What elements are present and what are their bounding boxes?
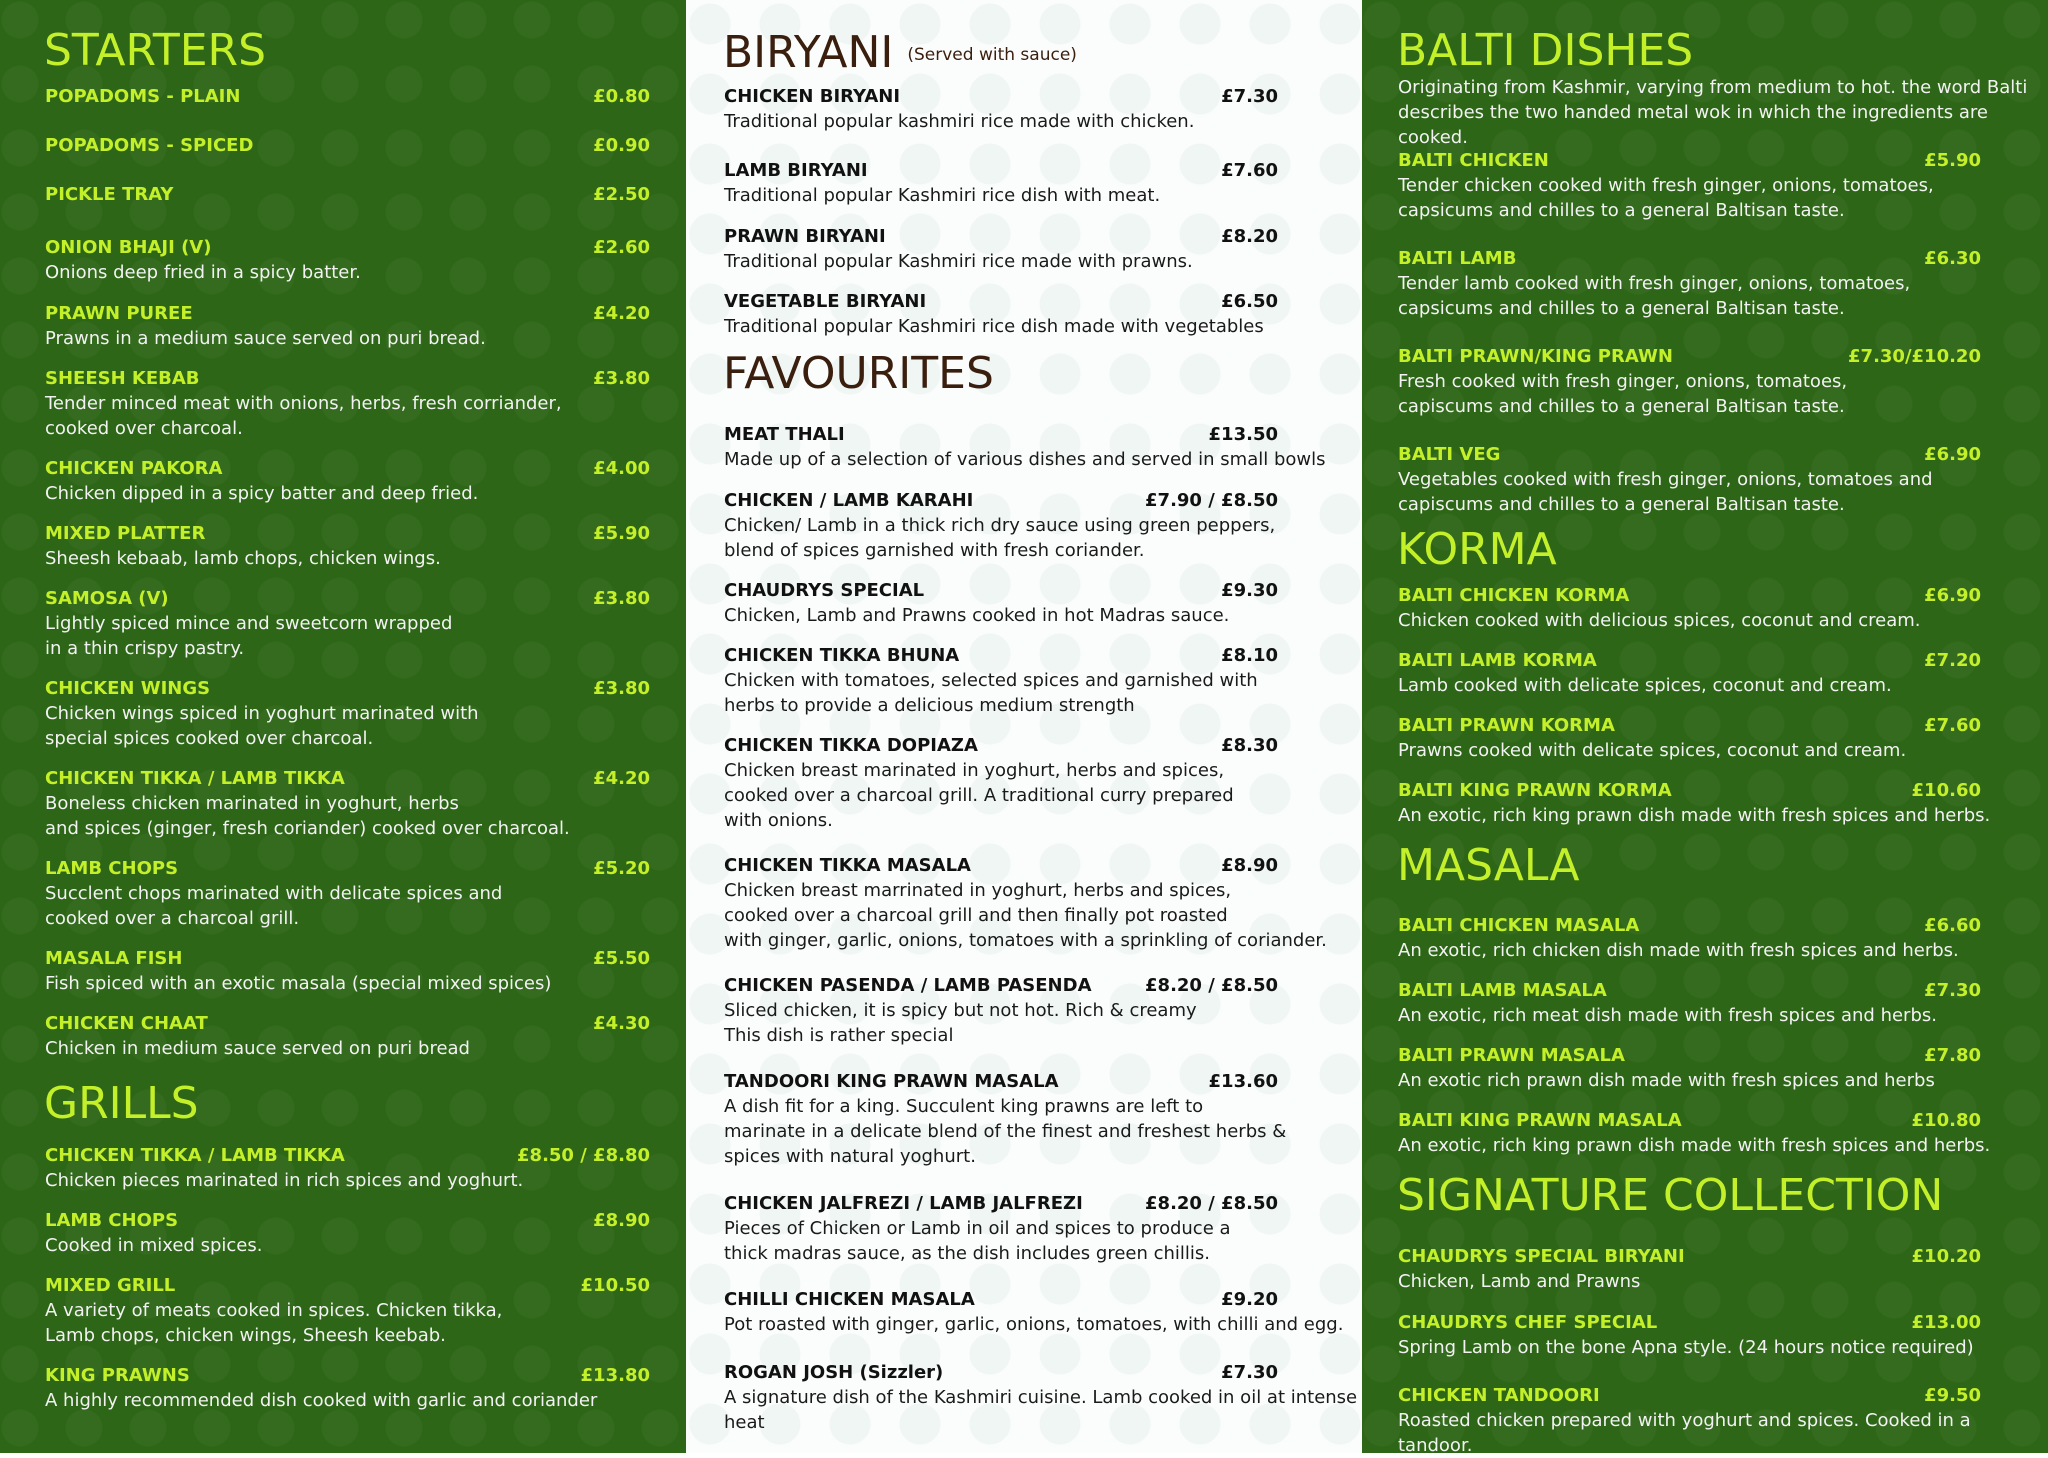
menu-item bbox=[45, 586, 650, 661]
item-price: £9.20 bbox=[1221, 1289, 1278, 1310]
item-description: An exotic, rich king prawn dish made with fresh spices and herbs. bbox=[1398, 805, 1991, 826]
menu-item bbox=[45, 676, 650, 751]
item-description: A signature dish of the Kashmiri cuisine. Lamb cooked in oil at intense heat bbox=[724, 1387, 1358, 1433]
menu-item bbox=[724, 578, 1364, 628]
item-description: An exotic, rich meat dish made with fresh spices and herbs. bbox=[1398, 1005, 1937, 1026]
item-description: Traditional popular Kashmiri rice dish made with vegetables bbox=[724, 316, 1264, 337]
item-description: Made up of a selection of various dishes and served in small bowls bbox=[724, 449, 1326, 470]
menu-item bbox=[45, 133, 650, 158]
item-name: CHICKEN PAKORA bbox=[45, 458, 223, 479]
item-price: £8.90 bbox=[1221, 855, 1278, 876]
item-description: Fish spiced with an exotic masala (special mixed spices) bbox=[45, 973, 552, 994]
item-price: £5.90 bbox=[1924, 150, 1981, 171]
item-name: PICKLE TRAY bbox=[45, 184, 174, 205]
korma-heading: KORMA bbox=[1397, 524, 1557, 575]
menu-item bbox=[724, 289, 1364, 339]
menu-item bbox=[724, 84, 1364, 134]
menu-item bbox=[1398, 713, 2028, 763]
item-description: Roasted chicken prepared with yoghurt and spices. Cooked in a tandoor. bbox=[1398, 1410, 1971, 1456]
item-price: £0.80 bbox=[593, 86, 650, 107]
item-name: BALTI LAMB MASALA bbox=[1398, 980, 1607, 1001]
item-name: MASALA FISH bbox=[45, 948, 183, 969]
item-price: £13.60 bbox=[1208, 1071, 1278, 1092]
item-name: BALTI CHICKEN bbox=[1398, 150, 1549, 171]
item-name: BALTI PRAWN KORMA bbox=[1398, 715, 1615, 736]
biryani-subheading: (Served with sauce) bbox=[907, 45, 1077, 65]
item-price: £3.80 bbox=[593, 588, 650, 609]
item-price: £6.50 bbox=[1221, 291, 1278, 312]
left-panel bbox=[0, 0, 686, 1453]
item-name: CHILLI CHICKEN MASALA bbox=[724, 1289, 975, 1310]
menu-item bbox=[724, 853, 1364, 953]
item-name: CHICKEN TIKKA BHUNA bbox=[724, 645, 960, 666]
item-description: A highly recommended dish cooked with garlic and coriander bbox=[45, 1390, 598, 1411]
item-name: BALTI PRAWN MASALA bbox=[1398, 1045, 1625, 1066]
item-name: CHAUDRYS SPECIAL BIRYANI bbox=[1398, 1246, 1685, 1267]
item-name: BALTI KING PRAWN KORMA bbox=[1398, 780, 1672, 801]
item-description: Lightly spiced mince and sweetcorn wrapped in a thin crispy pastry. bbox=[45, 613, 453, 659]
menu-item bbox=[1398, 442, 2028, 517]
item-name: CHICKEN BIRYANI bbox=[724, 86, 901, 107]
item-description: A variety of meats cooked in spices. Chicken tikka, Lamb chops, chicken wings, Sheesh keebab. bbox=[45, 1300, 503, 1346]
grills-heading: GRILLS bbox=[44, 1078, 199, 1129]
item-name: BALTI KING PRAWN MASALA bbox=[1398, 1110, 1682, 1131]
menu-item bbox=[1398, 246, 2028, 321]
menu-item bbox=[724, 643, 1364, 718]
menu-item bbox=[1398, 778, 2028, 828]
item-price: £0.90 bbox=[593, 135, 650, 156]
item-name: BALTI CHICKEN KORMA bbox=[1398, 585, 1630, 606]
item-price: £2.50 bbox=[593, 184, 650, 205]
menu-item bbox=[1398, 648, 2028, 698]
item-description: Traditional popular Kashmiri rice dish with meat. bbox=[724, 185, 1161, 206]
item-description: Chicken dipped in a spicy batter and deep fried. bbox=[45, 483, 479, 504]
menu-item bbox=[1398, 583, 2028, 633]
item-name: CHICKEN WINGS bbox=[45, 678, 211, 699]
favourites-heading: FAVOURITES bbox=[723, 348, 994, 399]
item-price: £8.20 / £8.50 bbox=[1145, 975, 1278, 996]
item-name: MEAT THALI bbox=[724, 424, 845, 445]
item-price: £4.20 bbox=[593, 303, 650, 324]
menu-item bbox=[724, 488, 1364, 563]
item-description: Chicken breast marrinated in yoghurt, herbs and spices, cooked over a charcoal grill and then finally pot roasted with ginger, garlic, onions, tomatoes with a sprinkling of coriander. bbox=[724, 880, 1327, 951]
item-description: A dish fit for a king. Succulent king prawns are left to marinate in a delicate blend of the finest and freshest herbs & spices with natural yoghurt. bbox=[724, 1096, 1287, 1167]
menu-item bbox=[1398, 978, 2028, 1028]
item-description: Tender chicken cooked with fresh ginger, onions, tomatoes, capsicums and chilles to a general Baltisan taste. bbox=[1398, 175, 1934, 221]
menu-item bbox=[45, 1273, 650, 1348]
item-name: LAMB BIRYANI bbox=[724, 160, 868, 181]
menu-item bbox=[45, 1011, 650, 1061]
item-description: Chicken breast marinated in yoghurt, herbs and spices, cooked over a charcoal grill. A traditional curry prepared with onions. bbox=[724, 760, 1234, 831]
menu-item bbox=[45, 235, 650, 285]
item-price: £13.50 bbox=[1208, 424, 1278, 445]
item-description: An exotic rich prawn dish made with fresh spices and herbs bbox=[1398, 1070, 1935, 1091]
menu-item bbox=[45, 456, 650, 506]
item-price: £6.90 bbox=[1924, 585, 1981, 606]
item-name: BALTI PRAWN/KING PRAWN bbox=[1398, 346, 1673, 367]
item-name: CHICKEN / LAMB KARAHI bbox=[724, 490, 974, 511]
menu-item bbox=[1398, 1043, 2028, 1093]
menu-item bbox=[1398, 344, 2028, 419]
middle-panel bbox=[686, 0, 1362, 1453]
item-description: Onions deep fried in a spicy batter. bbox=[45, 262, 361, 283]
menu-item bbox=[45, 182, 650, 207]
item-name: CHICKEN CHAAT bbox=[45, 1013, 208, 1034]
item-description: Chicken, Lamb and Prawns bbox=[1398, 1271, 1641, 1292]
item-name: MIXED GRILL bbox=[45, 1275, 176, 1296]
menu-item bbox=[724, 224, 1364, 274]
item-name: PRAWN PUREE bbox=[45, 303, 193, 324]
menu-item bbox=[724, 422, 1364, 472]
item-price: £7.90 / £8.50 bbox=[1145, 490, 1278, 511]
item-price: £7.60 bbox=[1924, 715, 1981, 736]
menu-item bbox=[724, 1287, 1364, 1337]
menu-item bbox=[45, 301, 650, 351]
item-price: £8.30 bbox=[1221, 735, 1278, 756]
item-price: £4.00 bbox=[593, 458, 650, 479]
menu-item bbox=[724, 1191, 1364, 1266]
item-price: £9.50 bbox=[1924, 1385, 1981, 1406]
item-description: An exotic, rich king prawn dish made with fresh spices and herbs. bbox=[1398, 1135, 1991, 1156]
item-name: LAMB CHOPS bbox=[45, 1210, 179, 1231]
menu-item bbox=[45, 366, 650, 441]
item-description: Chicken, Lamb and Prawns cooked in hot Madras sauce. bbox=[724, 605, 1230, 626]
item-name: CHAUDRYS SPECIAL bbox=[724, 580, 925, 601]
item-name: CHICKEN TIKKA / LAMB TIKKA bbox=[45, 1145, 345, 1166]
item-name: CHAUDRYS CHEF SPECIAL bbox=[1398, 1312, 1658, 1333]
item-description: An exotic, rich chicken dish made with fresh spices and herbs. bbox=[1398, 940, 1959, 961]
menu-item bbox=[1398, 1383, 2028, 1458]
item-name: TANDOORI KING PRAWN MASALA bbox=[724, 1071, 1059, 1092]
biryani-title: BIRYANI bbox=[723, 27, 894, 78]
item-price: £7.30/£10.20 bbox=[1848, 346, 1981, 367]
item-price: £7.30 bbox=[1221, 1362, 1278, 1383]
biryani-heading bbox=[723, 29, 1077, 79]
item-description: Chicken/ Lamb in a thick rich dry sauce using green peppers, blend of spices garnished with fresh coriander. bbox=[724, 515, 1276, 561]
menu-item bbox=[45, 946, 650, 996]
menu-item bbox=[45, 1143, 650, 1193]
item-description: Chicken wings spiced in yoghurt marinated with special spices cooked over charcoal. bbox=[45, 703, 479, 749]
item-price: £4.20 bbox=[593, 768, 650, 789]
item-price: £6.90 bbox=[1924, 444, 1981, 465]
item-price: £4.30 bbox=[593, 1013, 650, 1034]
item-price: £7.20 bbox=[1924, 650, 1981, 671]
item-description: Pieces of Chicken or Lamb in oil and spices to produce a thick madras sauce, as the dish includes green chillis. bbox=[724, 1218, 1231, 1264]
item-price: £13.00 bbox=[1911, 1312, 1981, 1333]
item-description: Cooked in mixed spices. bbox=[45, 1235, 263, 1256]
item-price: £5.20 bbox=[593, 858, 650, 879]
item-price: £10.20 bbox=[1911, 1246, 1981, 1267]
item-description: Lamb cooked with delicate spices, coconut and cream. bbox=[1398, 675, 1892, 696]
item-price: £10.80 bbox=[1911, 1110, 1981, 1131]
item-name: CHICKEN TIKKA / LAMB TIKKA bbox=[45, 768, 345, 789]
item-name: BALTI LAMB bbox=[1398, 248, 1517, 269]
menu-item bbox=[1398, 1244, 2028, 1294]
item-description: Spring Lamb on the bone Apna style. (24 hours notice required) bbox=[1398, 1337, 1974, 1358]
item-price: £5.50 bbox=[593, 948, 650, 969]
item-name: MIXED PLATTER bbox=[45, 523, 206, 544]
menu-item bbox=[1398, 1108, 2028, 1158]
item-price: £9.30 bbox=[1221, 580, 1278, 601]
item-price: £8.90 bbox=[593, 1210, 650, 1231]
item-price: £7.60 bbox=[1221, 160, 1278, 181]
menu-item bbox=[724, 733, 1364, 833]
item-name: POPADOMS - PLAIN bbox=[45, 86, 241, 107]
item-name: BALTI CHICKEN MASALA bbox=[1398, 915, 1640, 936]
item-price: £3.80 bbox=[593, 678, 650, 699]
item-description: Prawns cooked with delicate spices, coconut and cream. bbox=[1398, 740, 1907, 761]
item-name: ROGAN JOSH (Sizzler) bbox=[724, 1362, 944, 1383]
item-name: LAMB CHOPS bbox=[45, 858, 179, 879]
right-panel bbox=[1362, 0, 2048, 1456]
menu-item bbox=[45, 84, 650, 109]
item-price: £7.30 bbox=[1924, 980, 1981, 1001]
signature-heading: SIGNATURE COLLECTION bbox=[1397, 1170, 1944, 1221]
item-description: Tender minced meat with onions, herbs, fresh corriander, cooked over charcoal. bbox=[45, 393, 562, 439]
item-name: PRAWN BIRYANI bbox=[724, 226, 886, 247]
menu-item bbox=[724, 1360, 1364, 1435]
item-description: Chicken cooked with delicious spices, coconut and cream. bbox=[1398, 610, 1921, 631]
item-description: Tender lamb cooked with fresh ginger, onions, tomatoes, capsicums and chilles to a general Baltisan taste. bbox=[1398, 273, 1911, 319]
item-name: BALTI LAMB KORMA bbox=[1398, 650, 1597, 671]
menu-item bbox=[45, 1208, 650, 1258]
item-price: £8.10 bbox=[1221, 645, 1278, 666]
menu-item bbox=[724, 158, 1364, 208]
item-price: £5.90 bbox=[593, 523, 650, 544]
menu-item bbox=[45, 521, 650, 571]
item-description: Fresh cooked with fresh ginger, onions, tomatoes, capiscums and chilles to a general Baltisan taste. bbox=[1398, 371, 1848, 417]
item-price: £8.20 / £8.50 bbox=[1145, 1193, 1278, 1214]
item-description: Sliced chicken, it is spicy but not hot. Rich & creamy This dish is rather special bbox=[724, 1000, 1197, 1046]
item-price: £10.50 bbox=[580, 1275, 650, 1296]
menu-item bbox=[45, 856, 650, 931]
item-name: BALTI VEG bbox=[1398, 444, 1501, 465]
item-description: Chicken with tomatoes, selected spices and garnished with herbs to provide a delicious medium strength bbox=[724, 670, 1258, 716]
item-description: Prawns in a medium sauce served on puri bread. bbox=[45, 328, 486, 349]
item-name: SAMOSA (V) bbox=[45, 588, 169, 609]
item-price: £7.30 bbox=[1221, 86, 1278, 107]
item-name: ONION BHAJI (V) bbox=[45, 237, 212, 258]
item-name: KING PRAWNS bbox=[45, 1365, 190, 1386]
item-name: CHICKEN TIKKA MASALA bbox=[724, 855, 971, 876]
menu-item bbox=[45, 766, 650, 841]
balti-heading: BALTI DISHES bbox=[1397, 25, 1694, 76]
item-price: £8.20 bbox=[1221, 226, 1278, 247]
item-price: £3.80 bbox=[593, 368, 650, 389]
masala-heading: MASALA bbox=[1397, 840, 1580, 891]
item-price: £13.80 bbox=[580, 1365, 650, 1386]
menu-item bbox=[1398, 148, 2028, 223]
menu-item bbox=[45, 1363, 650, 1413]
item-name: CHICKEN PASENDA / LAMB PASENDA bbox=[724, 975, 1092, 996]
item-price: £8.50 / £8.80 bbox=[517, 1145, 650, 1166]
item-description: Sheesh kebaab, lamb chops, chicken wings. bbox=[45, 548, 441, 569]
item-name: SHEESH KEBAB bbox=[45, 368, 200, 389]
menu-item bbox=[1398, 913, 2028, 963]
item-name: POPADOMS - SPICED bbox=[45, 135, 254, 156]
item-name: VEGETABLE BIRYANI bbox=[724, 291, 927, 312]
item-description: Succlent chops marinated with delicate spices and cooked over a charcoal grill. bbox=[45, 883, 503, 929]
item-price: £7.80 bbox=[1924, 1045, 1981, 1066]
menu-item bbox=[724, 973, 1364, 1048]
item-price: £2.60 bbox=[593, 237, 650, 258]
item-price: £10.60 bbox=[1911, 780, 1981, 801]
item-description: Vegetables cooked with fresh ginger, onions, tomatoes and capiscums and chilles to a general Baltisan taste. bbox=[1398, 469, 1933, 515]
item-description: Traditional popular Kashmiri rice made with prawns. bbox=[724, 251, 1193, 272]
menu-item bbox=[724, 1069, 1364, 1169]
item-description: Pot roasted with ginger, garlic, onions, tomatoes, with chilli and egg. bbox=[724, 1314, 1344, 1335]
item-name: CHICKEN TANDOORI bbox=[1398, 1385, 1600, 1406]
item-description: Chicken pieces marinated in rich spices and yoghurt. bbox=[45, 1170, 524, 1191]
item-description: Boneless chicken marinated in yoghurt, herbs and spices (ginger, fresh coriander) cooked over charcoal. bbox=[45, 793, 570, 839]
balti-intro: Originating from Kashmir, varying from medium to hot. the word Balti describes the two handed metal wok in which the ingredients are cooked. bbox=[1398, 77, 2028, 148]
item-price: £6.60 bbox=[1924, 915, 1981, 936]
item-description: Chicken in medium sauce served on puri bread bbox=[45, 1038, 470, 1059]
starters-heading: STARTERS bbox=[44, 25, 267, 76]
item-price: £6.30 bbox=[1924, 248, 1981, 269]
item-description: Traditional popular kashmiri rice made with chicken. bbox=[724, 111, 1195, 132]
item-name: CHICKEN JALFREZI / LAMB JALFREZI bbox=[724, 1193, 1083, 1214]
item-name: CHICKEN TIKKA DOPIAZA bbox=[724, 735, 978, 756]
menu-item bbox=[1398, 1310, 2028, 1360]
